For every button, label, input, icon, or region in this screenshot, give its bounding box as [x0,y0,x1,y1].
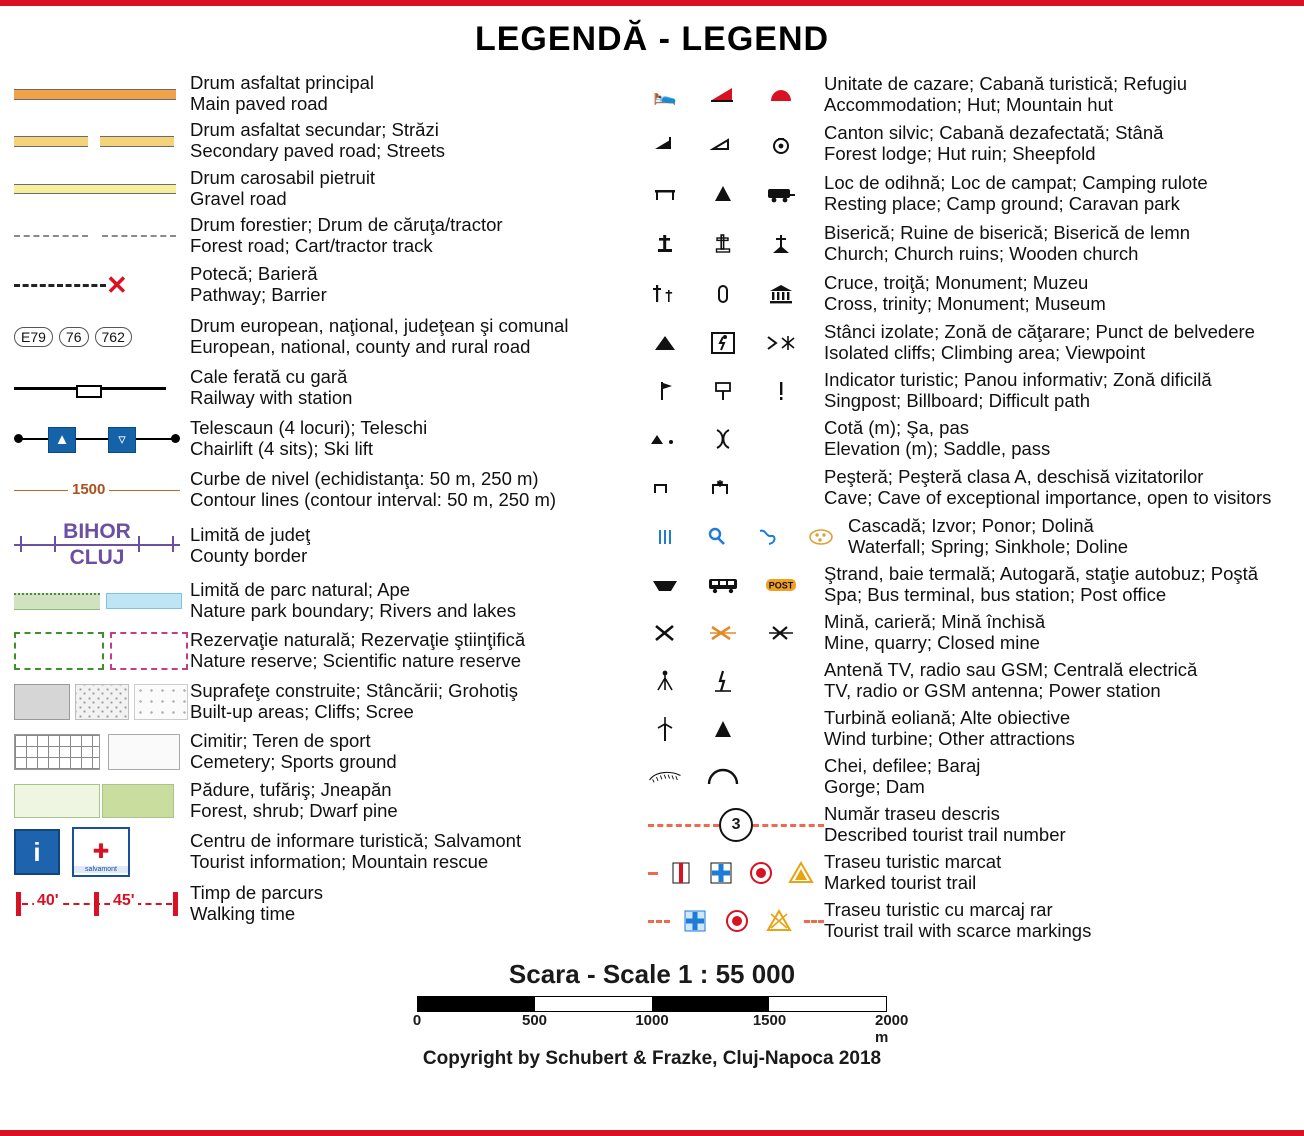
sheepfold-icon [764,131,798,157]
legend-row [8,363,638,413]
label-ro: Timp de parcurs [190,882,323,904]
legend-row [8,165,638,212]
legend-row [638,367,1296,415]
label-ro: Drum carosabil pietruit [190,166,376,188]
legend-row [638,849,1296,897]
label-en: Cross, trinity; Monument; Museum [824,293,1106,314]
label-ro: Drum asfaltat secundar; Străzi [190,119,439,141]
label-ro: Traseu turistic marcat [824,851,1002,873]
walking-time-a: 40' [34,892,62,910]
label-ro: Număr traseu descris [824,803,1000,825]
label-en: Isolated cliffs; Climbing area; Viewpoint [824,342,1146,363]
spring-icon [700,524,734,550]
cross-icon [648,281,682,307]
forest-lodge-icon [648,131,682,157]
label-en: European, national, county and rural road [190,336,531,357]
label-ro: Drum forestier; Drum de căruţa/tractor [190,213,503,235]
shield-national: 76 [59,327,89,347]
legend-row [638,415,1296,463]
label-en: Tourist information; Mountain rescue [190,851,489,872]
label-ro: Indicator turistic; Panou informativ; Zonă dificilă [824,369,1212,391]
forest-road-symbol [8,212,190,259]
label-en: Marked tourist trail [824,872,977,893]
difficult-path-icon [764,378,798,404]
nature-reserve-symbol [8,625,190,677]
forest-shrub-symbol [8,777,190,825]
builtup-cliffs-scree-symbol [8,677,190,727]
legend-row [638,71,1296,119]
contour-value: 1500 [68,481,109,498]
legend-row [8,727,638,777]
county-name-a: BIHOR [63,520,131,543]
legend-row [638,119,1296,169]
label-ro: Cale ferată cu gară [190,366,348,388]
label-ro: Loc de odihnă; Loc de campat; Camping rulote [824,172,1208,194]
church-ruins-icon [706,231,740,257]
legend-row [8,879,638,929]
label-en: Waterfall; Spring; Sinkhole; Doline [848,536,1129,557]
legend-row [638,705,1296,753]
marking-stripe-icon [664,860,698,886]
label-en: Railway with station [190,387,353,408]
label-ro: Traseu turistic cu marcaj rar [824,899,1053,921]
trail-number-symbol [648,808,824,842]
billboard-icon [706,378,740,404]
park-boundary-water-symbol [8,577,190,625]
elevation-icon [648,426,682,452]
label-en: Forest, shrub; Dwarf pine [190,800,398,821]
legend-row [8,465,638,515]
road-shield-symbols [8,311,190,363]
scarce-dot-icon [720,908,754,934]
wooden-church-icon [764,231,798,257]
contour-lines-symbol [8,465,190,515]
label-en: TV, radio or GSM antenna; Power station [824,680,1161,701]
scale-bar [417,996,887,1012]
label-en: Cemetery; Sports ground [190,751,397,772]
label-en: Resting place; Camp ground; Caravan park [824,193,1180,214]
legend-row [8,577,638,625]
label-en: Forest lodge; Hut ruin; Sheepfold [824,143,1096,164]
label-ro: Stânci izolate; Zonă de căţarare; Punct de belvedere [824,321,1255,343]
legend-row [8,311,638,363]
label-en: Chairlift (4 sits); Ski lift [190,438,373,459]
scarce-cross-icon [678,908,712,934]
legend-labels [190,469,638,510]
legend-row [638,897,1296,945]
power-station-icon [706,668,740,694]
marked-trail-symbol [648,860,824,886]
waterfall-icon [648,524,682,550]
secondary-paved-road-symbol [8,117,190,165]
label-ro: Cascadă; Izvor; Ponor; Dolină [848,515,1094,537]
legend-labels [190,883,638,924]
post-office-icon [764,572,798,598]
label-en: Church; Church ruins; Wooden church [824,243,1139,264]
label-en: Cave; Cave of exceptional importance, open to visitors [824,487,1272,508]
info-salvamont-symbol [8,825,190,879]
county-border-symbol [8,515,190,577]
cave-icon [648,475,682,501]
legend-row [638,269,1296,319]
isolated-cliffs-icon [648,330,682,356]
church-icon [648,231,682,257]
cave-class-a-icon [706,475,740,501]
label-en: Gravel road [190,187,287,209]
chairlift-skilift-symbol: ▲ ▿ [8,413,190,465]
label-ro: Drum asfaltat principal [190,72,375,94]
legend-row [8,259,638,311]
scale-tick: 1500 [752,1012,787,1029]
legend-row [8,677,638,727]
scale-bar-wrapper [412,996,909,1046]
legend-labels [190,168,638,209]
legend-row [8,212,638,259]
legend-labels [190,681,638,722]
legend-labels [190,367,638,408]
label-en: Elevation (m); Saddle, pass [824,438,1051,459]
label-en: Forest road; Cart/tractor track [190,234,433,256]
legend-row [8,777,638,825]
legend-labels [190,831,638,872]
label-ro: Turbină eoliană; Alte obiective [824,707,1071,729]
antenna-icon [648,668,682,694]
closed-mine-icon [764,620,798,646]
legend-column-left [8,71,638,945]
main-paved-road-symbol [8,71,190,117]
scale-ticks [412,1012,909,1046]
label-ro: Centru de informare turistică; Salvamont [190,830,522,852]
label-ro: Ştrand, baie termală; Autogară, staţie autobuz; Poştă [824,563,1259,585]
quarry-icon [706,620,740,646]
legend-labels [190,630,638,671]
barrier-icon: ✕ [106,270,128,300]
tourist-information-icon: i [14,829,60,875]
label-en: Gorge; Dam [824,776,925,797]
label-en: Nature reserve; Scientific nature reserve [190,650,522,671]
legend-row [638,219,1296,269]
mountain-rescue-icon: ✚ salvamont [72,827,130,877]
label-ro: Biserică; Ruine de biserică; Biserică de lemn [824,222,1191,244]
label-en: Main paved road [190,93,328,114]
legend-labels [190,264,638,305]
label-en: Pathway; Barrier [190,284,327,305]
sinkhole-icon [752,524,786,550]
label-ro: Chei, defilee; Baraj [824,755,981,777]
legend-row [8,117,638,165]
shield-county: 762 [95,327,132,347]
label-ro: Rezervaţie naturală; Rezervaţie ştiinţifică [190,629,526,651]
gravel-road-symbol [8,165,190,212]
legend-row [638,753,1296,801]
label-en: Walking time [190,903,296,924]
monument-icon [706,281,740,307]
label-en: Accommodation; Hut; Mountain hut [824,94,1114,115]
mountain-hut-icon [764,82,798,108]
label-ro: Pădure, tufăriş; Jneapăn [190,779,392,801]
label-en: Contour lines (contour interval: 50 m, 250 m) [190,489,557,510]
legend-row [638,169,1296,219]
saddle-pass-icon [706,426,740,452]
legend-row [638,463,1296,513]
legend-row [8,625,638,677]
legend-labels [190,731,638,772]
label-ro: Limită de judeţ [190,524,311,546]
label-ro: Cotă (m); Şa, pas [824,417,970,439]
label-ro: Mină, carieră; Mină închisă [824,611,1046,633]
legend-labels [190,215,638,256]
svg-text:POST: POST [768,580,794,591]
caravan-icon [764,181,798,207]
legend-row [638,513,1296,561]
label-en: Wind turbine; Other attractions [824,728,1075,749]
marking-dot-icon [744,860,778,886]
legend-labels [190,780,638,821]
mine-icon [648,620,682,646]
walking-time-symbol [8,879,190,929]
scale-tick: 0 [412,1012,422,1029]
legend-labels [190,120,638,161]
label-en: Mine, quarry; Closed mine [824,632,1040,653]
marking-cross-icon [704,860,738,886]
label-ro: Unitate de cazare; Cabană turistică; Refugiu [824,73,1188,95]
salvamont-label: salvamont [74,866,128,873]
bed-icon: 🛌 [653,84,677,106]
legend-row [638,319,1296,367]
cemetery-sportsground-symbol [8,727,190,777]
dam-icon [706,764,740,790]
other-attraction-icon [706,716,740,742]
label-en: Spa; Bus terminal, bus station; Post office [824,584,1167,605]
legend-columns [0,71,1304,945]
resting-place-icon [648,181,682,207]
label-en: Singpost; Billboard; Difficult path [824,390,1091,411]
label-en: Built-up areas; Cliffs; Scree [190,701,414,722]
label-ro: Cruce, troiţă; Monument; Muzeu [824,272,1089,294]
spa-icon [648,572,682,598]
legend-labels [190,580,638,621]
copyright-notice: Copyright by Schubert & Frazke, Cluj-Napoca 2018 [422,1048,882,1069]
label-en: Described tourist trail number [824,824,1066,845]
label-en: County border [190,545,308,566]
legend-column-right [638,71,1296,945]
signpost-icon [648,378,682,404]
label-ro: Peşteră; Peşteră clasa A, deschisă vizitatorilor [824,466,1204,488]
museum-icon [764,281,798,307]
scale-tick: 1000 [635,1012,669,1029]
label-en: Nature park boundary; Rivers and lakes [190,600,516,621]
marking-triangle-icon [784,860,818,886]
wind-turbine-icon [648,716,682,742]
legend-row [638,609,1296,657]
legend-row [8,825,638,879]
railway-station-symbol [8,363,190,413]
label-ro: Curbe de nivel (echidistanţa: 50 m, 250 m) [190,468,539,490]
county-name-b: CLUJ [69,546,125,569]
label-ro: Drum european, naţional, judeţean şi comunal [190,315,569,337]
label-ro: Antenă TV, radio sau GSM; Centrală electrică [824,659,1198,681]
label-ro: Canton silvic; Cabană dezafectată; Stână [824,122,1164,144]
scale-tick: 500 [521,1012,548,1029]
legend-row [638,657,1296,705]
viewpoint-icon [764,330,798,356]
label-en: Secondary paved road; Streets [190,140,446,161]
hut-flag-icon [706,82,740,108]
hut-ruin-icon [706,131,740,157]
label-en: Tourist trail with scarce markings [824,920,1092,941]
walking-time-b: 45' [110,892,138,910]
legend-labels [190,525,638,566]
legend-row [638,561,1296,609]
scale-tick: 2000 m [875,1012,909,1046]
label-ro: Limită de parc natural; Ape [190,579,411,601]
label-ro: Suprafeţe construite; Stâncării; Grohotiş [190,680,519,702]
climbing-area-icon [706,330,740,356]
trail-number-value: 3 [719,808,753,842]
bus-icon [706,572,740,598]
tent-icon [706,181,740,207]
legend-row [8,515,638,577]
label-ro: Potecă; Barieră [190,263,318,285]
label-ro: Cimitir; Teren de sport [190,730,371,752]
scarce-trail-symbol [648,908,824,934]
scale-title: Scara - Scale 1 : 55 000 [508,959,796,989]
legend-labels [190,73,638,114]
legend-row [638,801,1296,849]
shield-european: E79 [14,327,53,347]
pathway-barrier-symbol [8,259,190,311]
page-title: LEGENDĂ - LEGEND [474,20,830,58]
legend-row [8,413,638,465]
label-ro: Telescaun (4 locuri); Teleschi [190,417,428,439]
legend-labels [190,316,638,357]
gorge-icon [648,764,682,790]
scarce-triangle-icon [762,908,796,934]
legend-row [8,71,638,117]
doline-icon [804,524,838,550]
legend-labels [190,418,638,459]
